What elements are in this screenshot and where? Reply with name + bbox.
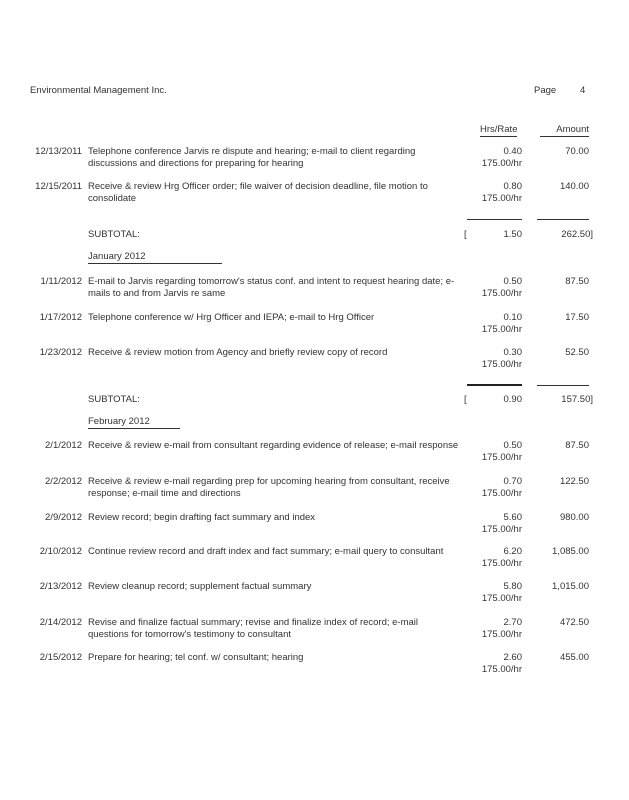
entry-amount: 1,085.00 xyxy=(552,546,589,557)
entry-hours: 2.70 xyxy=(503,617,522,628)
entry-hours: 0.40 xyxy=(503,146,522,157)
time-entry xyxy=(0,652,629,678)
subtotal-amount: 262.50] xyxy=(561,229,593,240)
entry-description: Receive & review motion from Agency and briefly review copy of record xyxy=(88,347,388,358)
subtotal-row xyxy=(0,229,629,243)
entry-description: Receive & review e-mail regarding prep for upcoming hearing from consultant, receive response; e-mail time and directions xyxy=(88,476,450,499)
month-heading: February 2012 xyxy=(88,416,180,429)
entry-date: 1/11/2012 xyxy=(40,276,82,287)
time-entry xyxy=(0,347,629,373)
entry-amount: 70.00 xyxy=(565,146,589,157)
page-number: 4 xyxy=(580,85,586,96)
entry-rate: 175.00/hr xyxy=(481,451,522,463)
subtotal-label: SUBTOTAL: xyxy=(88,394,140,405)
subtotal-hours: 1.50 xyxy=(503,229,522,240)
entry-rate: 175.00/hr xyxy=(481,157,522,169)
entry-date: 2/13/2012 xyxy=(39,581,82,592)
time-entry xyxy=(0,546,629,572)
entry-hours: 5.80 xyxy=(503,581,522,592)
entry-description: Telephone conference w/ Hrg Officer and IEPA; e-mail to Hrg Officer xyxy=(88,312,375,323)
time-entry xyxy=(0,181,629,207)
entry-description: Receive & review e-mail from consultant regarding evidence of release; e-mail response xyxy=(88,440,459,451)
entry-date: 12/15/2011 xyxy=(35,181,82,192)
entry-hours: 2.60 xyxy=(503,652,522,663)
entry-amount: 17.50 xyxy=(565,312,589,323)
entry-hours: 0.10 xyxy=(503,312,522,323)
entry-amount: 87.50 xyxy=(565,440,589,451)
column-header-amount: Amount xyxy=(540,124,589,137)
entry-amount: 140.00 xyxy=(559,181,589,192)
subtotal-rule-hours xyxy=(467,219,522,220)
entry-amount: 980.00 xyxy=(559,512,589,523)
time-entry xyxy=(0,146,629,172)
entry-rate: 175.00/hr xyxy=(481,523,522,535)
subtotal-hours: 0.90 xyxy=(503,394,522,405)
column-header-hrs-rate: Hrs/Rate xyxy=(480,124,518,135)
entry-rate: 175.00/hr xyxy=(481,663,522,675)
entry-date: 2/14/2012 xyxy=(39,617,82,628)
entry-amount: 455.00 xyxy=(559,652,589,663)
time-entry xyxy=(0,476,629,502)
entry-rate: 175.00/hr xyxy=(481,323,522,335)
entry-date: 1/17/2012 xyxy=(39,312,82,323)
entry-amount: 472.50 xyxy=(559,617,589,628)
time-entry xyxy=(0,617,629,643)
entry-hours: 0.80 xyxy=(503,181,522,192)
month-heading: January 2012 xyxy=(88,251,222,264)
entry-description: E-mail to Jarvis regarding tomorrow's status conf. and intent to request hearing date; e-mails to and from Jarvis re same xyxy=(88,276,455,299)
time-entry xyxy=(0,440,629,466)
entry-date: 2/10/2012 xyxy=(39,546,82,557)
subtotal-rule-amount xyxy=(537,219,589,220)
subtotal-open-bracket: [ xyxy=(464,229,467,240)
subtotal-rule-hours xyxy=(467,384,522,386)
entry-rate: 175.00/hr xyxy=(481,592,522,604)
entry-description: Telephone conference Jarvis re dispute and hearing; e-mail to client regarding discussions and directions for preparing for hearing xyxy=(88,146,416,169)
entry-description: Receive & review Hrg Officer order; file waiver of decision deadline, file motion to consolidate xyxy=(88,181,428,204)
subtotal-amount: 157.50] xyxy=(561,394,593,405)
time-entry xyxy=(0,276,629,302)
entry-amount: 1,015.00 xyxy=(552,581,589,592)
entry-rate: 175.00/hr xyxy=(481,192,522,204)
entry-hours: 0.70 xyxy=(503,476,522,487)
entry-rate: 175.00/hr xyxy=(481,287,522,299)
time-entry xyxy=(0,581,629,607)
entry-description: Continue review record and draft index and fact summary; e-mail query to consultant xyxy=(88,546,444,557)
entry-description: Prepare for hearing; tel conf. w/ consultant; hearing xyxy=(88,652,304,663)
entry-rate: 175.00/hr xyxy=(481,487,522,499)
entry-description: Review cleanup record; supplement factual summary xyxy=(88,581,312,592)
entry-date: 2/1/2012 xyxy=(45,440,82,451)
entry-hours: 0.50 xyxy=(503,276,522,287)
entry-hours: 0.50 xyxy=(503,440,522,451)
entry-amount: 52.50 xyxy=(565,347,589,358)
entry-rate: 175.00/hr xyxy=(481,628,522,640)
entry-date: 2/15/2012 xyxy=(39,652,82,663)
subtotal-open-bracket: [ xyxy=(464,394,467,405)
entry-hours: 6.20 xyxy=(503,546,522,557)
subtotal-rule-amount xyxy=(537,385,589,386)
time-entry xyxy=(0,512,629,538)
page-label: Page xyxy=(534,85,557,96)
entry-description: Revise and finalize factual summary; revise and finalize index of record; e-mail questions for tomorrow's testimony to consultant xyxy=(88,617,419,640)
subtotal-row xyxy=(0,394,629,408)
subtotal-label: SUBTOTAL: xyxy=(88,229,140,240)
entry-amount: 87.50 xyxy=(565,276,589,287)
entry-date: 2/2/2012 xyxy=(45,476,82,487)
entry-description: Review record; begin drafting fact summary and index xyxy=(88,512,316,523)
entry-hours: 0.30 xyxy=(503,347,522,358)
entry-date: 1/23/2012 xyxy=(39,347,82,358)
entry-rate: 175.00/hr xyxy=(481,557,522,569)
entry-hours: 5.60 xyxy=(503,512,522,523)
company-name: Environmental Management Inc. xyxy=(30,85,167,96)
entry-date: 2/9/2012 xyxy=(45,512,82,523)
entry-amount: 122.50 xyxy=(559,476,589,487)
time-entry xyxy=(0,312,629,338)
entry-date: 12/13/2011 xyxy=(35,146,82,157)
entry-rate: 175.00/hr xyxy=(481,358,522,370)
